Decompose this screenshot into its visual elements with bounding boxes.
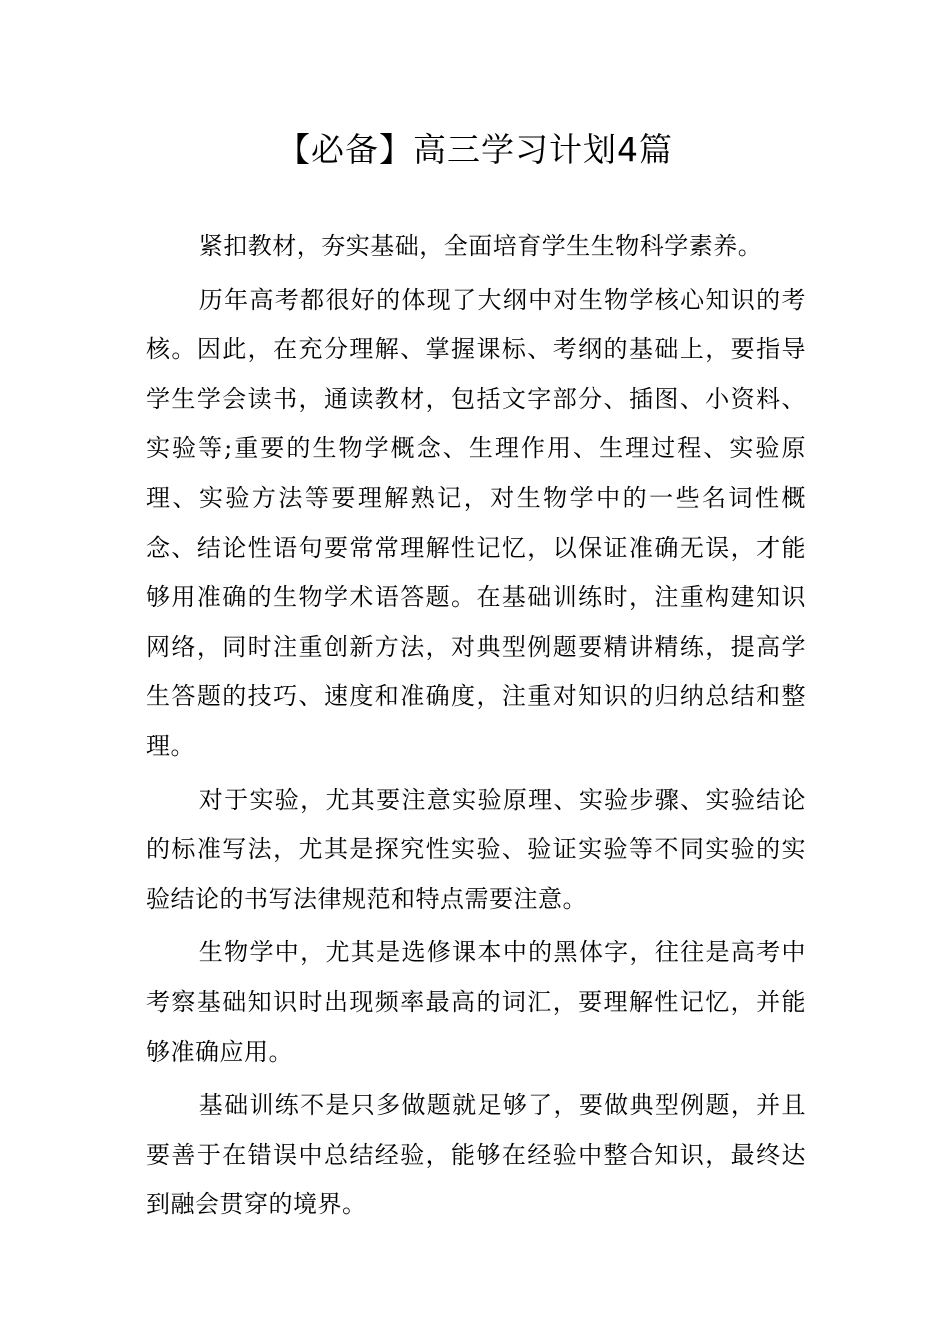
paragraph: 基础训练不是只多做题就足够了，要做典型例题，并且要善于在错误中总结经验，能够在经验中整合知识，最终达到融会贯穿的境界。 bbox=[146, 1091, 806, 1219]
document-body bbox=[146, 222, 806, 1234]
paragraph: 对于实验，尤其要注意实验原理、实验步骤、实验结论的标准写法，尤其是探究性实验、验证实验等不同实验的实验结论的书写法律规范和特点需要注意。 bbox=[146, 785, 806, 913]
paragraph: 历年高考都很好的体现了大纲中对生物学核心知识的考核。因此，在充分理解、掌握课标、考纲的基础上，要指导学生学会读书，通读教材，包括文字部分、插图、小资料、实验等;重要的生物学概念、生理作用、生理过程、实验原理、实验方法等要理解熟记，对生物学中的一些名词性概念、结论性语句要常常理解性记忆，以保证准确无误，才能够用准确的生物学术语答题。在基础训练时，注重构建知识网络，同时注重创新方法，对典型例题要精讲精练，提高学生答题的技巧、速度和准确度，注重对知识的归纳总结和整理。 bbox=[146, 285, 806, 760]
paragraph: 紧扣教材，夯实基础，全面培育学生生物科学素养。 bbox=[198, 232, 763, 260]
paragraph: 生物学中，尤其是选修课本中的黑体字，往往是高考中考察基础知识时出现频率最高的词汇，要理解性记忆，并能够准确应用。 bbox=[146, 938, 806, 1066]
document-title: 【必备】高三学习计划4篇 bbox=[277, 130, 673, 169]
